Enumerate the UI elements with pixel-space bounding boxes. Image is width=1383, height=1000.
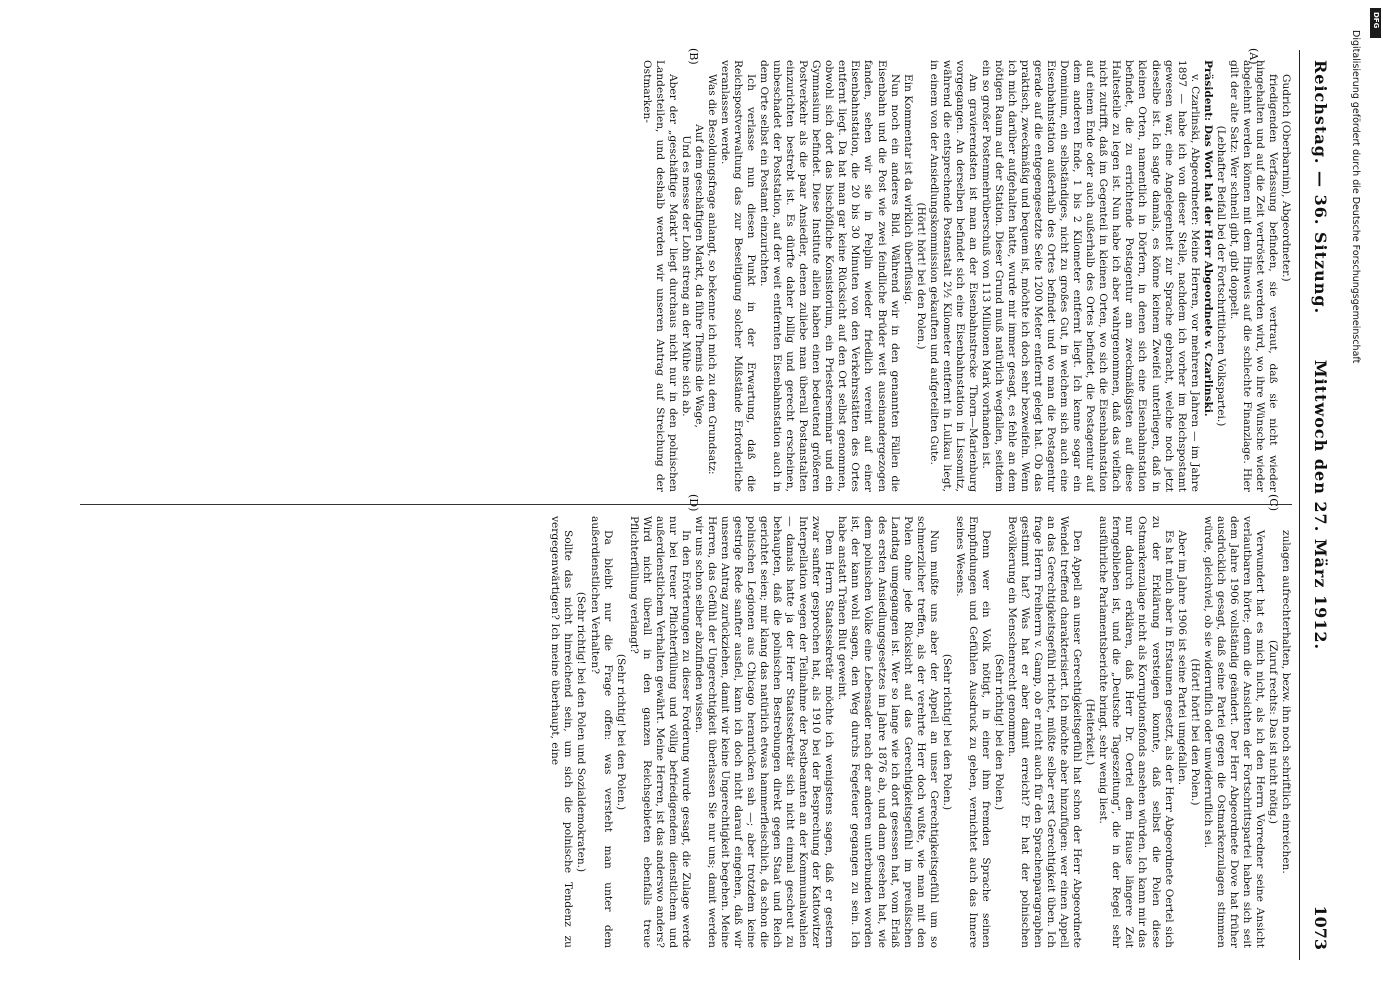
left-column-paragraph: Gudrich (Oberbarnim), Abgeordneter.) bbox=[1280, 74, 1292, 282]
left-column-paragraph: Was die Besoldungsfrage anlangt, so bekenne ich mich zu dem Grundsatz: bbox=[705, 74, 718, 475]
right-column-paragraph: (Sehr richtig! bei den Polen und Sozialdemokraten.) bbox=[575, 591, 588, 873]
digitization-credit bbox=[1346, 10, 1376, 990]
right-column-paragraph: (Sehr richtig! bei den Polen.) bbox=[992, 653, 1005, 811]
left-column-paragraph: (Lebhafter Beifall bei der Fortschrittlichen Volkspartei.) bbox=[1214, 125, 1227, 427]
margin-mark-b: (B) bbox=[687, 48, 700, 65]
right-column-paragraph: Es hat mich aber in Erstaunen gesetzt, als der Herr Abgeordnete Oertel sich zu der Erklärung versteigen konnte, daß selbst die Polen diese Ostmarkenzulage nicht als Korruptionsfonds ansehen würden. Ich kann mir das nur dadurch erklären, daß Herr Dr. Oertel dem Hause längere Zeit ferngeblieben ist, und die „Deutsche Tageszeitung“, die in der Regel sehr ausführliche Parlamentsberichte bringt, sehr wenig liest. bbox=[1097, 516, 1175, 948]
margin-mark-c: (C) bbox=[1267, 494, 1280, 511]
left-column-paragraph: Und es messe der Lohn streng an der Mühe sich ab. bbox=[679, 135, 692, 417]
right-column-paragraph: zulagen aufrechterhalten, bezw. ihn noch schriftlich einreichen. bbox=[1280, 530, 1292, 874]
right-column-paragraph: Dem Herrn Staatssekretär möchte ich wenigstens sagen, daß er gestern zwar sanfter gesprochen hat, als 1910 bei der Besprechung der Kattowitzer Interpellation wegen der Teilnahme der Postbeamten an der Kommunalwahlen — damals hatte ja der Herr Staatssekretär sich nicht einmal gescheut zu behaupten, daß die polnischen Bestrebungen direkt gegen Staat und Reich gerichtet seien; mir klang das natürlich etwas hammerfleischlich, da schon die polnischen Legionen aus Chicago heranrücken sah —; aber trotzdem keine gestrige Rede sanfter ausfiel, kann ich doch nicht darauf eingehen, daß wir unseren Antrag zurückziehen, damit wir keine Ungerechtigkeit begehen. Meine Herren, das Gefühl der Ungerechtigkeit überlassen Sie nur uns; damit werden wir uns schon selber abzufinden wissen. bbox=[692, 516, 836, 948]
right-column-paragraph: Den Appell an unser Gerechtigkeitsgefühl hat schon der Herr Abgeordnete Wendel treffend charakterisiert. Ich möchte aber hinzufügen: wer einen Appell an das Gerechtigkeitsgefühl richtet, müßte selber erst Gerechtigkeit üben. Ich frage Herrn Freiherrn v. Gamp, ob er nicht auch für den Sprachenparagraphen gestimmt hat? Was hat er aber damit erreicht? Er hat der polnischen Bevölkerung ein Menschenrecht genommen. bbox=[1006, 516, 1084, 948]
left-column-paragraph: (Hört! hört! bei den Polen.) bbox=[914, 202, 927, 350]
left-column-paragraph: Ich verlasse nun diesen Punkt in der Erwartung, daß die Reichspostverwaltung das zur Beseitigung solcher Mißstände Erforderliche veranlassen werde. bbox=[718, 60, 758, 492]
dfg-logo bbox=[1370, 8, 1381, 38]
right-column-paragraph: In den Erörterungen zu dieser Forderung wurde gesagt, die Zulage werde nur bei treuer Pflichterfüllung und völlig befriedigendem dienstlichem und außerdienstlichem Verhalten gewährt. Meine Herren, ist das anderswo anders? Wird nicht überall in den ganzen Reichsgebieten ebenfalls treue Pflichterfüllung verlangt? bbox=[627, 516, 692, 948]
page-header bbox=[1299, 50, 1340, 960]
page-number: 1073 bbox=[1311, 905, 1330, 950]
left-column-paragraph: v. Czarlinski, Abgeordneter: Meine Herren, vor mehreren Jahren — im Jahre 1897 — habe ich von dieser Stelle, nachdem ich vorher im Reichspostamt gewesen war, eine Angelegenheit zur Sprache gebracht, welche noch jetzt dieselbe ist. Ich sagte damals, es könne keinem Zweifel unterliegen, daß in kleinen Orten, namentlich in Dörfern, in denen sich eine Eisenbahnstation befindet, die zu errichtende Postagentur am zweckmäßigsten auf diese Haltestelle zu legen ist. Nun habe ich aber wahrgenommen, daß das vielfach nicht zutrifft, daß im Gegenteil in kleinen Orten, wo sich die Eisenbahnstation auf einem Ende oder auch außerhalb des Ortes befindet, die Postagentur auf dem anderen Ende, 1 bis 2 Kilometer entfernt liegt. Ich kenne sogar ein Dominium, ein selbständiges, nicht zu großes Gut, in welchem sich auch eine Eisenbahnstation außerhalb des Ortes befindet und wo man die Postagentur gerade auf die entgegengesetzte Seite 1200 Meter entfernt gelegt hat. Ob das praktisch, zweckmäßig und bequem ist, möchte ich doch sehr bezweifeln. Wenn ich mich darüber aufgehalten hatte, wurde mir immer gesagt, es fehle an dem nötigen Raum auf der Station. Dieser Grund muß natürlich wegfallen, seitdem ein so großer Postenmehrüberschuß von 113 Millionen Mark vorhanden ist. bbox=[979, 60, 1201, 492]
left-column-paragraph: Aber der „geschäftige Markt“ liegt durchaus nicht nur in den polnischen Landesteilen, und deshalb werden wir unseren Antrag auf Streichung der Ostmarken- bbox=[640, 60, 679, 492]
left-text-column bbox=[80, 60, 1292, 492]
left-column-paragraph: Präsident: Das Wort hat der Herr Abgeordnete v. Czarlinski. bbox=[1201, 60, 1214, 417]
right-column-paragraph: Verwundert hat es mich nicht, als ich den Herrn Vorredner seine Ansicht verlautbaren hörte; denn die Ansichten der Fortschrittspartei haben sich seit dem Jahre 1906 vollständig geändert. Der Herr Abgeordnete Dove hat früher ausdrücklich gesagt, daß seine Partei gegen die Ostmarkenzulagen stimmen würde, gleichviel, ob sie widerruflich oder unwiderruflich sei. bbox=[1201, 516, 1266, 948]
dfg-logo-text: DFG bbox=[1372, 12, 1380, 29]
right-column-paragraph: Aber im Jahre 1906 ist seine Partei umgefallen. bbox=[1175, 530, 1188, 786]
left-column-paragraph: Am gravierendsten ist man an der Eisenbahnstrecke Thorn—Marienburg vorgegangen. An derselben befindet sich eine Eisenbahnstation in Lissomitz, während die entsprechende Postanstalt 2½ Kilometer entfernt in Lulkau liegt, in einem von der Ansiedlungskommission gekauften und aufgeteilten Gute. bbox=[927, 60, 979, 492]
left-column-paragraph: Auf dem geschäftigen Markt, da führe Themis die Wage, bbox=[692, 124, 705, 428]
left-column-paragraph: Ein Kommentar ist da wirklich überflüssig. bbox=[901, 74, 914, 305]
margin-mark-a: (A) bbox=[1247, 48, 1260, 65]
left-column-paragraph: friedigenden Verfassung befinden, sie vertraut, daß sie nicht wieder hingehalten und auf die Zeit vertröstet werden wird, wo ihre Wünsche wieder abgelehnt werden können mit dem Hinweis auf die schlechte Finanzlage. Hier gilt der alte Satz: Wer schnell gibt, gibt doppelt. bbox=[1227, 60, 1279, 492]
right-column-paragraph: Da bleibt nur die Frage offen: was versteht man unter dem außerdienstlichen Verhalten? bbox=[588, 516, 614, 948]
rotated-document-page bbox=[70, 50, 1340, 960]
right-column-paragraph: (Heiterkeit.) bbox=[1084, 698, 1097, 766]
header-session-title: Reichstag. — 36. Sitzung. bbox=[1311, 60, 1330, 315]
right-column-paragraph: Nun mußte uns aber der Appell an unser Gerechtigkeitsgefühl um so schmerzlicher treffen, als der verehrte Herr doch wußte, wie man mit den Polen ohne jede Rücksicht auf das Gerechtigkeitsgefühl im preußischen Landtag umgegangen ist. Wer so lange wie ich dort gesessen hat, vom Erlaß des ersten Ansiedlungsgesetzes im Jahre 1876 ab, und dann gesehen hat, wie dem polnischen Volke eine Lebensader nach der anderen unterbunden worden ist, der kann wohl sagen, den Weg durchs Fegefeuer gegangen zu sein. Ich habe anstatt Tränen Blut geweint. bbox=[836, 516, 940, 948]
left-column-paragraph: Nun noch ein anderes Bild. Während wir in den genannten Fällen die Eisenbahn und die Post wie zwei feindliche Brüder weit auseinandergezogen fanden, sehen wir sie in Pelplin wieder friedlich vereint auf einer Eisenbahnstation, die 20 bis 30 Minuten von den Verkehrsstätten des Ortes entfernt liegt. Da hat man gar keine Rücksicht auf den Ort selbst genommen, obwohl sich dort das bischöfliche Konsistorium, ein Priesterseminar und ein Gymnasium befindet. Diese Institute allein haben einen bedeutend größeren Postverkehr als die paar Ansiedler, denen zuliebe man überall Postanstalten einzurichten bestrebt ist. Es dürfte daher billig und gerecht erscheinen, unbeschadet der Poststation, auf der weit entfernten Eisenbahnstation auch in dem Orte selbst ein Postamt einzurichten. bbox=[758, 60, 901, 492]
right-column-paragraph: Denn wer ein Volk nötigt, in einer ihm fremden Sprache seinen Empfindungen und Gefühlen Ausdruck zu geben, vernichtet auch das Innere seines Wesens. bbox=[953, 516, 992, 948]
right-column-paragraph: (Zuruf rechts: Das ist nicht nötig.) bbox=[1266, 640, 1279, 824]
right-column-paragraph: (Sehr richtig! bei den Polen.) bbox=[614, 653, 627, 811]
right-column-paragraph: Sollte das nicht hinreichend sein, um sich die polnische Tendenz zu vergegenwärtigen? Ich meine überhaupt, eine bbox=[549, 516, 575, 948]
credit-text: Digitalisierung gefördert durch die Deutsche Forschungsgemeinschaft bbox=[1350, 30, 1361, 364]
right-column-paragraph: (Hört! hört! bei den Polen.) bbox=[1188, 658, 1201, 806]
margin-mark-d: (D) bbox=[687, 494, 700, 512]
right-column-paragraph: (Sehr richtig! bei den Polen.) bbox=[940, 653, 953, 811]
right-text-column bbox=[80, 516, 1292, 948]
column-divider bbox=[80, 504, 1292, 505]
header-date: Mittwoch den 27. März 1912. bbox=[1311, 359, 1330, 651]
